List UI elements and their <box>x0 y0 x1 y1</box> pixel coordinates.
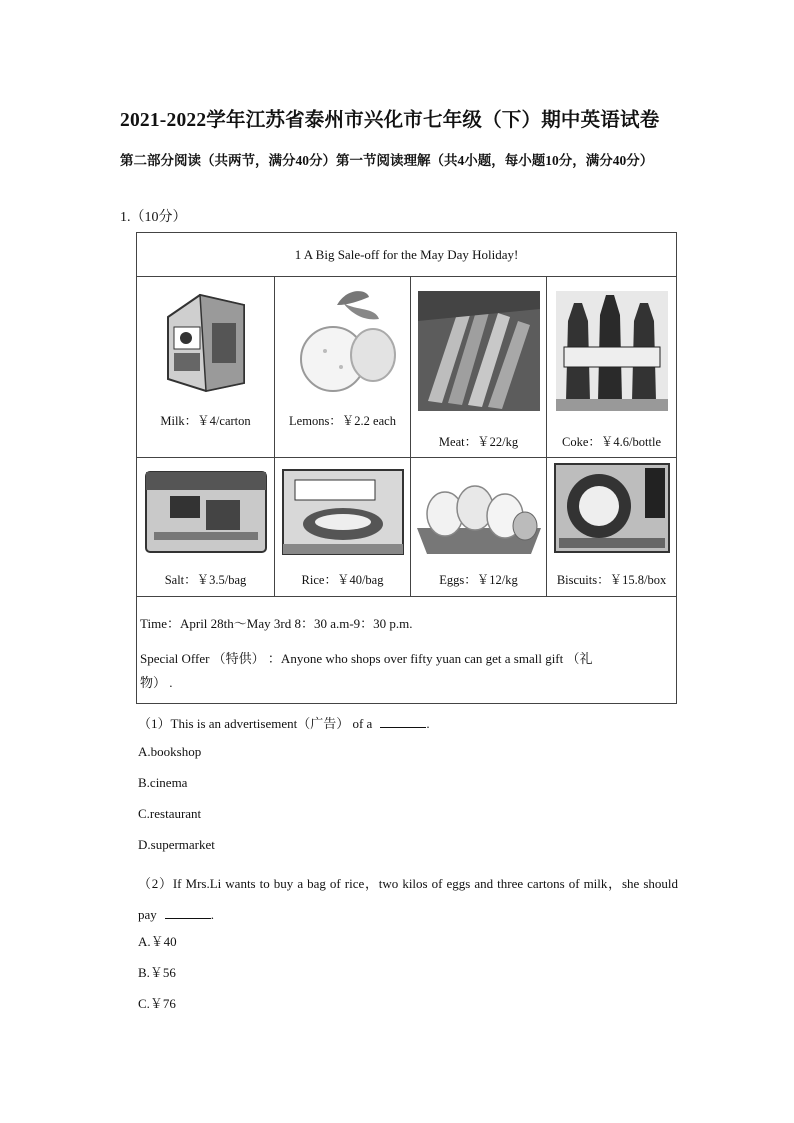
sale-item-label: Eggs：￥12/kg <box>439 573 518 587</box>
milk-carton-icon <box>160 287 252 395</box>
sale-item-salt <box>137 458 275 597</box>
special-offer-line1: Special Offer （特供） ：Anyone who shops over fifty yuan can get a small gift （礼 <box>140 651 593 666</box>
eggs-icon <box>415 480 543 556</box>
sale-item-biscuits <box>547 458 677 597</box>
section-subtitle: 第二部分阅读（共两节，满分40分）第一节阅读理解（共4小题，每小题10分，满分40分） <box>120 153 654 168</box>
sale-item-label: Meat：￥22/kg <box>438 435 519 449</box>
sale-advertisement-table <box>136 232 677 704</box>
sale-item-label: Rice：￥40/bag <box>301 573 384 587</box>
sale-item-label: Coke：￥4.6/bottle <box>562 435 661 449</box>
sale-item-label: Biscuits：￥15.8/box <box>556 573 667 587</box>
option-a: A.￥40 <box>138 934 177 949</box>
answer-blank <box>380 716 426 728</box>
option-c: C.restaurant <box>138 806 202 821</box>
sale-heading: 1 A Big Sale-off for the May Day Holiday! <box>137 233 677 277</box>
question-number: 1.（10分） <box>120 210 187 225</box>
option-b: B.￥56 <box>138 965 176 980</box>
biscuits-box-icon <box>553 462 671 554</box>
option-a: A.bookshop <box>138 744 202 759</box>
sale-info-cell <box>137 597 677 704</box>
sale-item-eggs <box>411 458 547 597</box>
answer-blank <box>165 907 211 919</box>
question-2-stem: （2）If Mrs.Li wants to buy a bag of rice，two kilos of eggs and three cartons of milk，she should pay <box>138 876 678 922</box>
lemon-icon <box>283 285 403 397</box>
rice-bag-icon <box>281 466 405 556</box>
coke-bottle-icon <box>556 291 668 411</box>
sale-item-label: Lemons：￥2.2 each <box>289 414 396 428</box>
sale-time: Time：April 28th～May 3rd 8：30 a.m-9：30 p.m. <box>140 616 413 631</box>
meat-icon <box>418 291 540 411</box>
sale-item-milk <box>137 277 275 458</box>
question-2: （2）If Mrs.Li wants to buy a bag of rice，two kilos of eggs and three cartons of milk，she should pay . <box>138 876 678 922</box>
sale-item-coke <box>547 277 677 458</box>
sale-item-label: Milk：￥4/carton <box>160 414 251 428</box>
option-b: B.cinema <box>138 775 188 790</box>
page-title: 2021-2022学年江苏省泰州市兴化市七年级（下）期中英语试卷 <box>120 110 660 131</box>
sale-item-label: Salt：￥3.5/bag <box>164 573 247 587</box>
question-1: （1）This is an advertisement（广告） of a . <box>138 716 430 731</box>
question-1-stem: （1）This is an advertisement（广告） of a <box>138 716 373 731</box>
sale-item-lemons <box>275 277 411 458</box>
special-offer-line2: 物） . <box>140 675 173 690</box>
option-d: D.supermarket <box>138 837 215 852</box>
option-c: C.￥76 <box>138 996 176 1011</box>
sale-item-meat <box>411 277 547 458</box>
sale-item-rice <box>275 458 411 597</box>
salt-bag-icon <box>144 466 268 556</box>
